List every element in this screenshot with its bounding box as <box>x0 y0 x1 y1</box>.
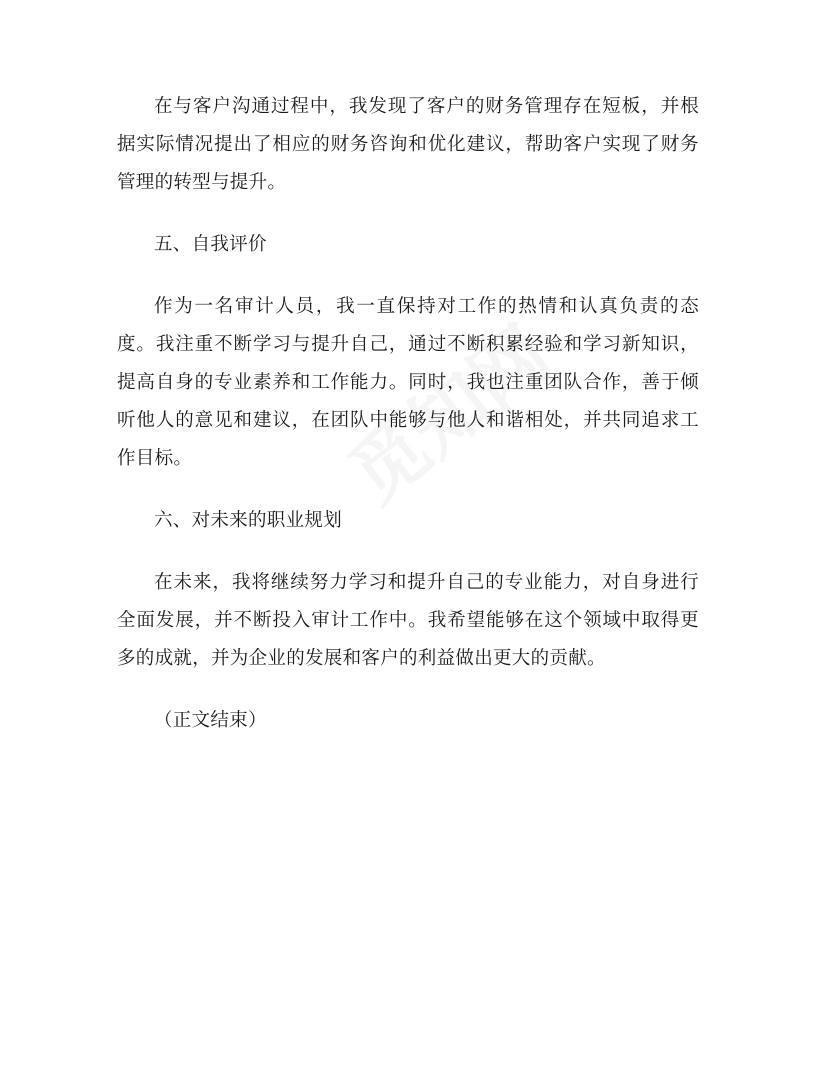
document-body <box>117 88 699 740</box>
section-heading-career-plan: 六、对未来的职业规划 <box>154 510 343 531</box>
section-heading-self-evaluation: 五、自我评价 <box>154 234 267 255</box>
paragraph-client-communication: 在与客户沟通过程中，我发现了客户的财务管理存在短板，并根据实际情况提出了相应的财务咨询和优化建议，帮助客户实现了财务管理的转型与提升。 <box>117 96 699 193</box>
paragraph-career-plan: 在未来，我将继续努力学习和提升自己的专业能力，对自身进行全面发展，并不断投入审计工作中。我希望能够在这个领域中取得更多的成就，并为企业的发展和客户的利益做出更大的贡献。 <box>117 572 699 669</box>
paragraph-self-evaluation: 作为一名审计人员，我一直保持对工作的热情和认真负责的态度。我注重不断学习与提升自己，通过不断积累经验和学习新知识，提高自身的专业素养和工作能力。同时，我也注重团队合作，善于倾听他人的意见和建议，在团队中能够与他人和谐相处，并共同追求工作目标。 <box>117 296 699 469</box>
end-of-text-marker: （正文结束） <box>154 710 267 731</box>
